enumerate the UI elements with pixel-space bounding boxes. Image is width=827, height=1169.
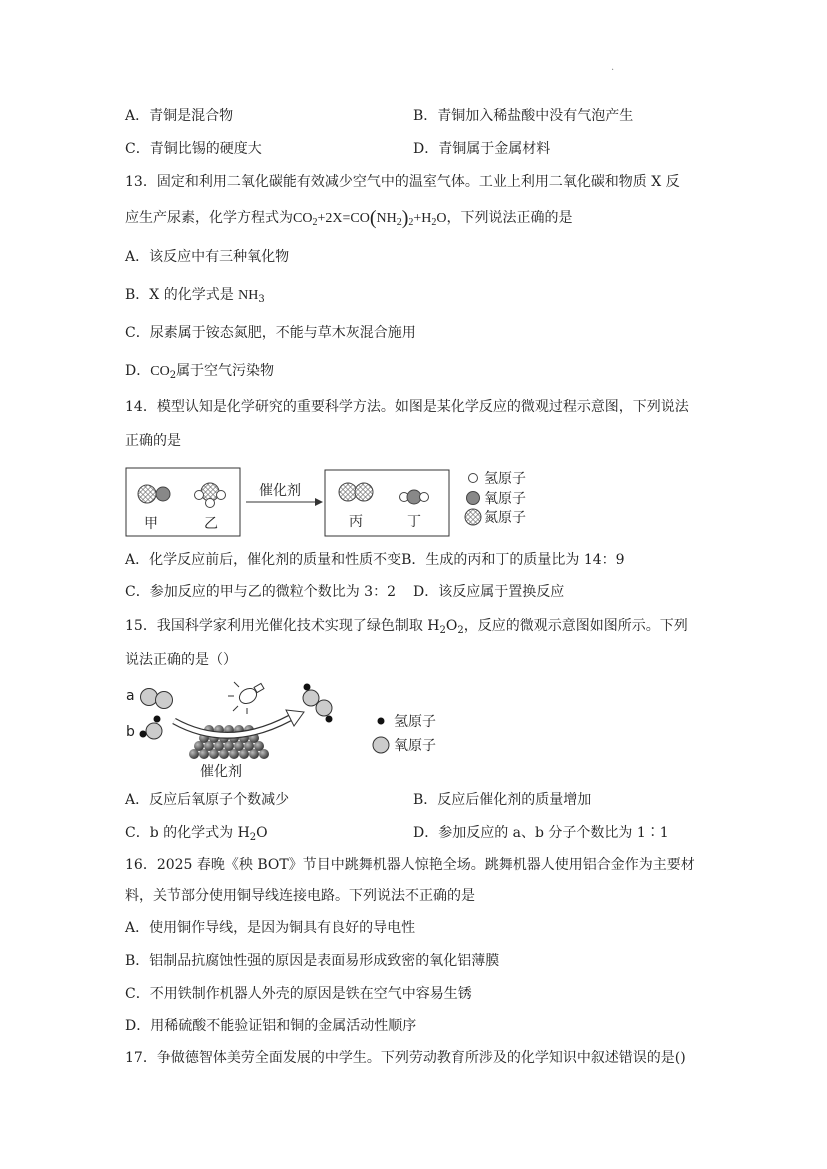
q12-option-b[interactable]: B．青铜加入稀盐酸中没有气泡产生 bbox=[413, 108, 634, 124]
q15-stem-line1 bbox=[125, 616, 688, 636]
q14-stem-line2: 正确的是 bbox=[125, 433, 181, 449]
eq-h2o-post: O bbox=[436, 211, 447, 226]
q14-option-ab[interactable]: A．化学反应前后，催化剂的质量和性质不变B．生成的丙和丁的质量比为 14：9 bbox=[125, 552, 625, 568]
hydrogen-atom bbox=[217, 491, 226, 500]
hydrogen-atom bbox=[420, 493, 429, 502]
eq-co: CO bbox=[293, 211, 313, 226]
q16-option-a[interactable]: A．使用铜作导线，是因为铜具有良好的导电性 bbox=[125, 920, 416, 936]
q12-option-c[interactable]: C．青铜比锡的硬度大 bbox=[125, 141, 262, 157]
q13-option-a[interactable]: A．该反应中有三种氧化物 bbox=[125, 249, 290, 265]
label-bing: 丙 bbox=[349, 514, 363, 530]
q12-option-d[interactable]: D．青铜属于金属材料 bbox=[413, 141, 551, 157]
q15-photocatalysis-diagram bbox=[118, 676, 458, 784]
q15-sub2: 2 bbox=[457, 625, 464, 636]
q16-stem-line1: 16．2025 春晚《秧 BOT》节目中跳舞机器人惊艳全场。跳舞机器人使用铝合金作为主要材 bbox=[125, 857, 695, 873]
light-bulb-icon bbox=[228, 682, 264, 714]
q15-opt-c-sub: 2 bbox=[249, 832, 257, 843]
eq-mid: +2X=CO bbox=[317, 211, 370, 226]
q15-stem-line2: 说法正确的是（） bbox=[125, 652, 237, 668]
oxygen-atom bbox=[407, 490, 421, 504]
product-box bbox=[325, 470, 449, 536]
eq-h2o-sub: 2 bbox=[431, 217, 437, 228]
q14-option-d[interactable]: D．该反应属于置换反应 bbox=[413, 584, 565, 600]
q15-sub1: 2 bbox=[439, 625, 446, 636]
page-marker: . bbox=[611, 62, 615, 73]
legend-hydrogen-symbol bbox=[378, 718, 385, 725]
legend-oxygen: 氧原子 bbox=[394, 738, 436, 754]
legend-hydrogen: 氢原子 bbox=[394, 714, 436, 730]
eq-nh: NH bbox=[376, 211, 397, 226]
q13-opt-b-text: B．X 的化学式是 bbox=[125, 287, 239, 303]
q16-option-d[interactable]: D．用稀硫酸不能验证铝和铜的金属活动性顺序 bbox=[125, 1018, 417, 1034]
label-a: a bbox=[126, 688, 135, 704]
eq-paren-close: ) bbox=[401, 207, 409, 229]
oxygen-atom bbox=[156, 487, 170, 501]
q13-option-b[interactable] bbox=[125, 285, 265, 306]
q16-stem-line2: 料，关节部分使用铜导线连接电路。下列说法不正确的是 bbox=[125, 888, 475, 904]
hydrogen-atom bbox=[195, 491, 204, 500]
q12-option-a[interactable]: A．青铜是混合物 bbox=[125, 108, 234, 124]
eq-sub-nh2: 2 bbox=[396, 217, 402, 228]
legend-hydrogen-symbol bbox=[469, 474, 478, 483]
q13-stem-line1: 13．固定和利用二氧化碳能有效减少空气中的温室气体。工业上利用二氧化碳和物质 X 反 bbox=[125, 174, 680, 190]
eq-paren-open: ( bbox=[369, 207, 377, 229]
q14-reaction-diagram bbox=[118, 462, 548, 546]
oxygen-atom bbox=[316, 700, 332, 716]
q17-stem-line1: 17．争做德智体美劳全面发展的中学生。下列劳动教育所涉及的化学知识中叙述错误的是() bbox=[125, 1050, 686, 1066]
eq-sub-outer2: 2 bbox=[408, 217, 414, 228]
oxygen-atom bbox=[156, 692, 173, 709]
hydrogen-atom bbox=[140, 731, 147, 738]
q13-equation bbox=[293, 207, 447, 229]
legend-nitrogen-symbol bbox=[465, 509, 481, 525]
q15-stem-prefix: 15．我国科学家利用光催化技术实现了绿色制取 H bbox=[125, 618, 440, 634]
q15-option-d[interactable]: D．参加反应的 a、b 分子个数比为 1∶1 bbox=[413, 825, 669, 841]
q13-opt-d-text: 属于空气污染物 bbox=[176, 363, 275, 379]
hydrogen-atom bbox=[206, 499, 215, 508]
hydrogen-atom bbox=[154, 716, 161, 723]
q15-option-b[interactable]: B．反应后催化剂的质量增加 bbox=[413, 792, 592, 808]
q15-opt-c-o: O bbox=[256, 825, 268, 841]
legend-oxygen-symbol bbox=[467, 492, 480, 505]
q15-stem-suffix: ，反应的微观示意图如图所示。下列 bbox=[463, 618, 688, 634]
hydrogen-atom bbox=[326, 716, 333, 723]
catalyst-label: 催化剂 bbox=[259, 483, 301, 499]
eq-sub-2: 2 bbox=[312, 217, 318, 228]
hydrogen-atom bbox=[304, 684, 311, 691]
q15-option-a[interactable]: A．反应后氧原子个数减少 bbox=[125, 792, 290, 808]
q15-opt-c-text: C．b 的化学式为 H bbox=[125, 825, 250, 841]
label-yi: 乙 bbox=[204, 516, 218, 532]
q13-opt-b-nh: NH bbox=[238, 288, 259, 303]
nitrogen-atom bbox=[355, 483, 373, 501]
q13-opt-b-sub: 3 bbox=[258, 294, 265, 305]
legend-oxygen: 氧原子 bbox=[484, 491, 526, 507]
q13-opt-d-co: CO bbox=[150, 364, 170, 379]
label-ding: 丁 bbox=[407, 514, 421, 530]
q13-opt-d-sub: 2 bbox=[169, 370, 177, 381]
q13-opt-d-prefix: D． bbox=[125, 363, 151, 379]
legend-oxygen-symbol bbox=[373, 737, 389, 753]
q16-option-b[interactable]: B．铝制品抗腐蚀性强的原因是表面易形成致密的氧化铝薄膜 bbox=[125, 953, 500, 969]
catalyst-label: 催化剂 bbox=[200, 764, 242, 780]
q14-option-c[interactable]: C．参加反应的甲与乙的微粒个数比为 3：2 bbox=[125, 584, 396, 600]
q13-option-c[interactable]: C．尿素属于铵态氮肥，不能与草木灰混合施用 bbox=[125, 325, 416, 341]
q13-stem-prefix: 应生产尿素，化学方程式为 bbox=[125, 210, 293, 226]
q13-stem-line2 bbox=[125, 208, 573, 229]
oxygen-atom bbox=[146, 723, 162, 739]
q16-option-c[interactable]: C．不用铁制作机器人外壳的原因是铁在空气中容易生锈 bbox=[125, 986, 472, 1002]
q13-option-d[interactable] bbox=[125, 361, 274, 382]
oxygen-atom bbox=[141, 689, 158, 706]
q15-option-c[interactable] bbox=[125, 823, 268, 843]
q15-o: O bbox=[445, 618, 458, 634]
label-b: b bbox=[126, 724, 135, 740]
label-jia: 甲 bbox=[144, 516, 158, 532]
q14-stem-line1: 14．模型认知是化学研究的重要科学方法。如图是某化学反应的微观过程示意图，下列说法 bbox=[125, 399, 689, 415]
oxygen-atom bbox=[303, 690, 319, 706]
q13-stem-suffix: ，下列说法正确的是 bbox=[446, 210, 573, 226]
nitrogen-atom bbox=[339, 483, 357, 501]
eq-h2o-pre: +H bbox=[413, 211, 432, 226]
legend-nitrogen: 氮原子 bbox=[484, 510, 526, 526]
arrow-head bbox=[315, 498, 323, 506]
nitrogen-atom bbox=[138, 485, 156, 503]
legend-hydrogen: 氢原子 bbox=[484, 471, 526, 487]
